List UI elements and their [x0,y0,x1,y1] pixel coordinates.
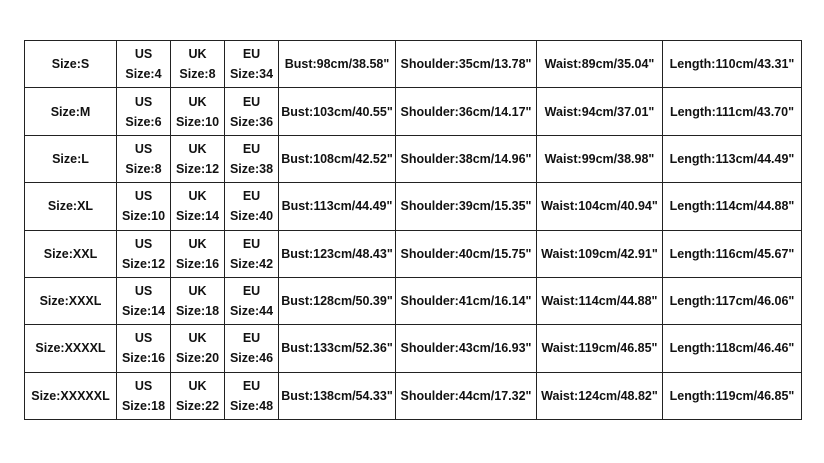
us-size-cell-label: US [134,331,153,346]
waist-cell: Waist:104cm/40.94" [537,183,663,230]
waist-cell: Waist:124cm/48.82" [537,372,663,419]
table-row [25,88,802,135]
uk-size-cell [171,325,225,372]
uk-size-cell-label: UK [188,94,207,109]
eu-size-cell-label: EU [242,236,261,251]
eu-size-cell-value: Size:42 [229,256,274,271]
table-row [25,183,802,230]
uk-size-cell [171,135,225,182]
uk-size-cell [171,41,225,88]
uk-size-cell-value: Size:20 [175,351,220,366]
uk-size-cell [171,277,225,324]
eu-size-cell-label: EU [242,378,261,393]
length-cell: Length:119cm/46.85" [663,372,802,419]
eu-size-cell [225,230,279,277]
length-cell: Length:114cm/44.88" [663,183,802,230]
bust-cell: Bust:108cm/42.52" [279,135,396,182]
us-size-cell-label: US [134,189,153,204]
uk-size-cell-value: Size:18 [175,304,220,319]
eu-size-cell [225,88,279,135]
eu-size-cell-value: Size:46 [229,351,274,366]
uk-size-cell-label: UK [188,284,207,299]
size-chart-table [24,40,802,420]
us-size-cell [117,230,171,277]
uk-size-cell-label: UK [188,189,207,204]
size-cell: Size:XXXXXL [25,372,117,419]
us-size-cell [117,88,171,135]
us-size-cell-value: Size:12 [121,256,166,271]
us-size-cell-value: Size:18 [121,398,166,413]
size-cell: Size:XL [25,183,117,230]
eu-size-cell [225,277,279,324]
uk-size-cell-label: UK [188,236,207,251]
waist-cell: Waist:89cm/35.04" [537,41,663,88]
bust-cell: Bust:133cm/52.36" [279,325,396,372]
us-size-cell-value: Size:8 [125,161,162,176]
uk-size-cell-value: Size:14 [175,209,220,224]
length-cell: Length:117cm/46.06" [663,277,802,324]
eu-size-cell-value: Size:36 [229,114,274,129]
eu-size-cell-value: Size:38 [229,161,274,176]
us-size-cell [117,135,171,182]
length-cell: Length:113cm/44.49" [663,135,802,182]
uk-size-cell [171,183,225,230]
table-row [25,41,802,88]
us-size-cell [117,325,171,372]
shoulder-cell: Shoulder:35cm/13.78" [396,41,537,88]
size-cell: Size:XXXL [25,277,117,324]
shoulder-cell: Shoulder:41cm/16.14" [396,277,537,324]
table-row [25,325,802,372]
waist-cell: Waist:94cm/37.01" [537,88,663,135]
eu-size-cell [225,372,279,419]
uk-size-cell-value: Size:22 [175,398,220,413]
us-size-cell-value: Size:14 [121,304,166,319]
table-row [25,135,802,182]
shoulder-cell: Shoulder:44cm/17.32" [396,372,537,419]
size-cell: Size:S [25,41,117,88]
eu-size-cell-label: EU [242,331,261,346]
us-size-cell-label: US [134,94,153,109]
eu-size-cell-label: EU [242,189,261,204]
bust-cell: Bust:138cm/54.33" [279,372,396,419]
uk-size-cell-value: Size:16 [175,256,220,271]
eu-size-cell [225,41,279,88]
uk-size-cell [171,372,225,419]
uk-size-cell-label: UK [188,378,207,393]
bust-cell: Bust:123cm/48.43" [279,230,396,277]
shoulder-cell: Shoulder:38cm/14.96" [396,135,537,182]
length-cell: Length:110cm/43.31" [663,41,802,88]
shoulder-cell: Shoulder:36cm/14.17" [396,88,537,135]
us-size-cell [117,372,171,419]
length-cell: Length:118cm/46.46" [663,325,802,372]
uk-size-cell-value: Size:12 [175,161,220,176]
table-row [25,277,802,324]
table-row [25,372,802,419]
uk-size-cell-label: UK [188,141,207,156]
eu-size-cell-value: Size:44 [229,304,274,319]
uk-size-cell-label: UK [188,47,207,62]
eu-size-cell-label: EU [242,94,261,109]
waist-cell: Waist:99cm/38.98" [537,135,663,182]
size-chart-body [25,41,802,420]
us-size-cell-value: Size:16 [121,351,166,366]
uk-size-cell-value: Size:8 [179,67,216,82]
us-size-cell-label: US [134,284,153,299]
bust-cell: Bust:103cm/40.55" [279,88,396,135]
us-size-cell-label: US [134,47,153,62]
size-cell: Size:XXXXL [25,325,117,372]
us-size-cell [117,183,171,230]
uk-size-cell-value: Size:10 [175,114,220,129]
uk-size-cell [171,230,225,277]
us-size-cell-value: Size:10 [121,209,166,224]
bust-cell: Bust:128cm/50.39" [279,277,396,324]
eu-size-cell [225,135,279,182]
shoulder-cell: Shoulder:43cm/16.93" [396,325,537,372]
waist-cell: Waist:114cm/44.88" [537,277,663,324]
eu-size-cell-value: Size:48 [229,398,274,413]
table-row [25,230,802,277]
eu-size-cell [225,183,279,230]
eu-size-cell-value: Size:34 [229,67,274,82]
eu-size-cell-label: EU [242,284,261,299]
waist-cell: Waist:109cm/42.91" [537,230,663,277]
uk-size-cell [171,88,225,135]
us-size-cell-label: US [134,141,153,156]
size-cell: Size:XXL [25,230,117,277]
waist-cell: Waist:119cm/46.85" [537,325,663,372]
uk-size-cell-label: UK [188,331,207,346]
us-size-cell [117,277,171,324]
eu-size-cell-value: Size:40 [229,209,274,224]
length-cell: Length:111cm/43.70" [663,88,802,135]
us-size-cell-value: Size:4 [125,67,162,82]
eu-size-cell-label: EU [242,47,261,62]
us-size-cell-value: Size:6 [125,114,162,129]
eu-size-cell-label: EU [242,141,261,156]
eu-size-cell [225,325,279,372]
us-size-cell [117,41,171,88]
us-size-cell-label: US [134,236,153,251]
shoulder-cell: Shoulder:40cm/15.75" [396,230,537,277]
bust-cell: Bust:113cm/44.49" [279,183,396,230]
length-cell: Length:116cm/45.67" [663,230,802,277]
bust-cell: Bust:98cm/38.58" [279,41,396,88]
size-cell: Size:M [25,88,117,135]
shoulder-cell: Shoulder:39cm/15.35" [396,183,537,230]
size-cell: Size:L [25,135,117,182]
us-size-cell-label: US [134,378,153,393]
